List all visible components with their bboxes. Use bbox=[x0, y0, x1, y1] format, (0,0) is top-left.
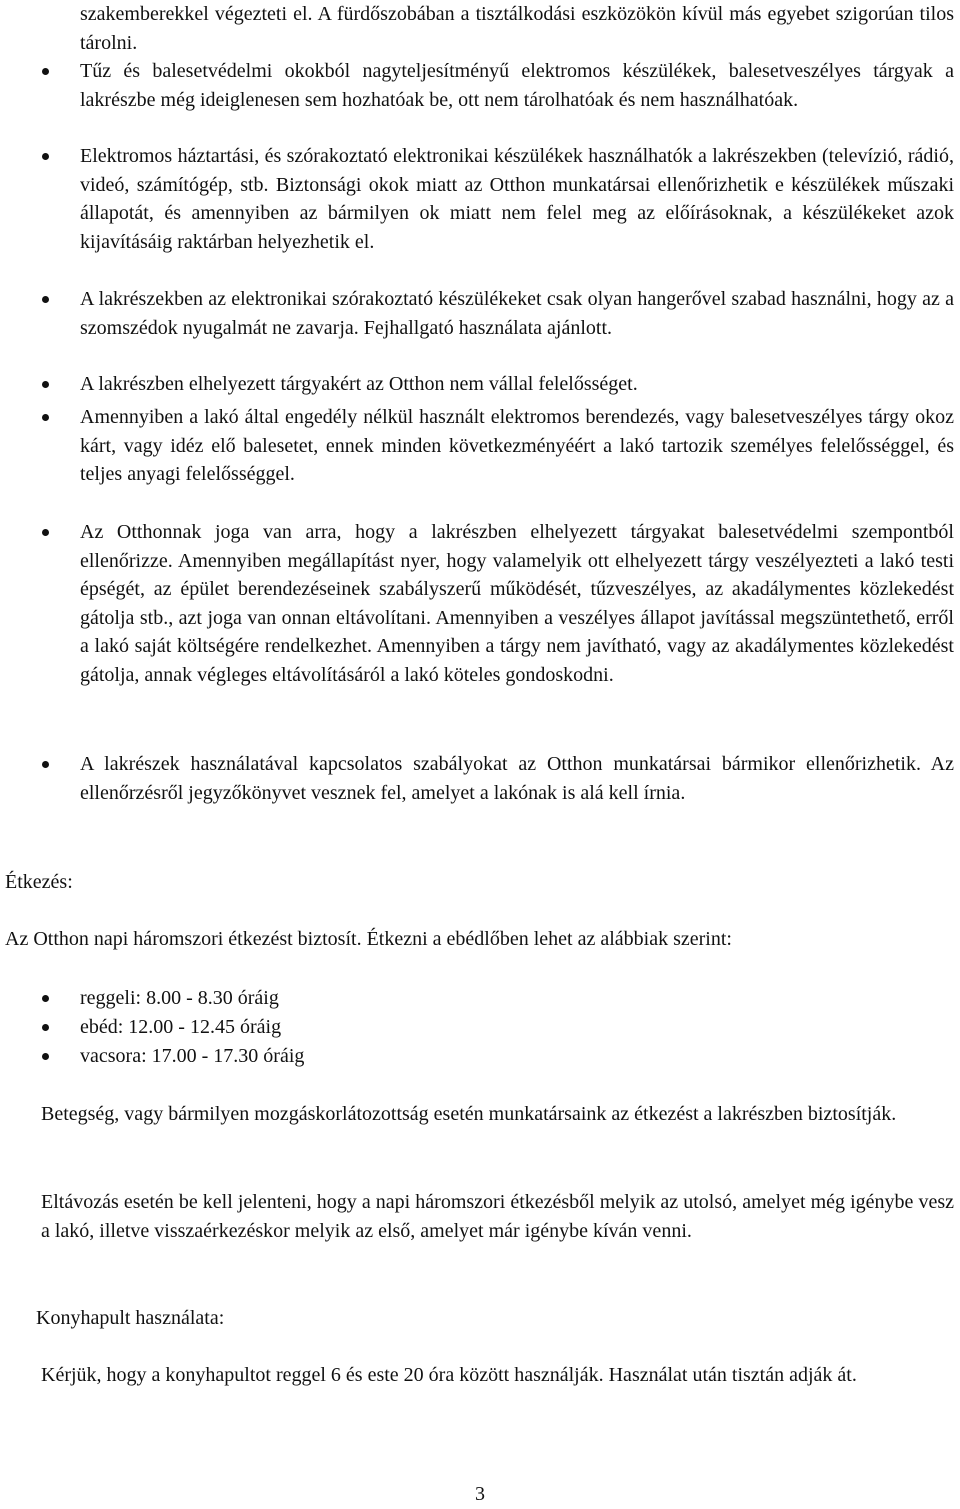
bullet-icon bbox=[42, 1053, 49, 1060]
meals-intro: Az Otthon napi háromszori étkezést biztosít. Étkezni a ebédlőben lehet az alábbiak szerint: bbox=[5, 928, 732, 950]
bullet-icon bbox=[42, 296, 49, 303]
rule-item-3 bbox=[80, 285, 954, 342]
absence-note: Eltávozás esetén be kell jelenteni, hogy a napi háromszori étkezésből melyik az utolsó, amelyet még igénybe vesz a lakó, illetve visszaérkezéskor melyik az első, amelyet már igénybe kíván venni. bbox=[41, 1191, 954, 1242]
bullet-icon bbox=[42, 414, 49, 421]
bullet-icon bbox=[42, 761, 49, 768]
meal-item-breakfast bbox=[80, 984, 954, 1013]
bullet-icon bbox=[42, 995, 49, 1002]
rule-text: Tűz és balesetvédelmi okokból nagyteljesítményű elektromos készülékek, balesetveszélyes tárgyak a lakrészbe még ideiglenesen sem hozhatóak be, ott nem tárolhatóak és nem használhatóak. bbox=[80, 60, 954, 111]
rule-item-2 bbox=[80, 142, 954, 256]
page-number: 3 bbox=[475, 1483, 485, 1505]
bullet-icon bbox=[42, 1024, 49, 1031]
illness-note: Betegség, vagy bármilyen mozgáskorlátozottság esetén munkatársaink az étkezést a lakrészben biztosítják. bbox=[41, 1103, 897, 1125]
rule-item-7 bbox=[80, 750, 954, 807]
rule-text: A lakrészek használatával kapcsolatos szabályokat az Otthon munkatársai bármikor ellenőrizhetik. Az ellenőrzésről jegyzőkönyvet vesznek fel, amelyet a lakónak is alá kell írnia. bbox=[80, 753, 954, 804]
bullet-icon bbox=[42, 381, 49, 388]
meal-time: ebéd: 12.00 - 12.45 óráig bbox=[80, 1016, 282, 1038]
bullet-icon bbox=[42, 529, 49, 536]
bullet-icon bbox=[42, 68, 49, 75]
rule-item-6 bbox=[80, 518, 954, 690]
rule-text: Az Otthonnak joga van arra, hogy a lakrészben elhelyezett tárgyakat balesetvédelmi szempontból ellenőrizze. Amennyiben megállapítást nyer, hogy valamelyik ott elhelyezett tárgy veszélyezteti a lakó testi épségét, az épület berendezéseinek szabályszerű működését, tűzveszélyes, az akadálymentes közlekedést gátolja stb., azt joga van onnan eltávolítani. Amennyiben a veszélyes állapot javítással megszüntethető, erről a lakó saját költségére rendelkezhet. Amennyiben a tárgy nem javítható, vagy az akadálymentes közlekedést gátolja, annak végleges eltávolításáról a lakó köteles gondoskodni. bbox=[80, 521, 954, 686]
meals-heading: Étkezés: bbox=[5, 871, 73, 893]
bullet-icon bbox=[42, 153, 49, 160]
rule-text: Elektromos háztartási, és szórakoztató elektronikai készülékek használhatók a lakrészekben (televízió, rádió, videó, számítógép, stb. Biztonsági okok miatt az Otthon munkatársai ellenőrizhetik e készülékek műszaki állapotát, és amennyiben az bármilyen ok miatt nem felel meg az előírásoknak, a készülékeket azok kijavításáig raktárban helyezhetik el. bbox=[80, 145, 954, 253]
rule-text: A lakrészben elhelyezett tárgyakért az Otthon nem vállal felelősséget. bbox=[80, 373, 638, 395]
continuation-paragraph: szakemberekkel végezteti el. A fürdőszobában a tisztálkodási eszközökön kívül más egyebet szigorúan tilos tárolni. bbox=[80, 3, 954, 54]
rule-text: A lakrészekben az elektronikai szórakoztató készülékeket csak olyan hangerővel szabad használni, hogy az a szomszédok nyugalmát ne zavarja. Fejhallgató használata ajánlott. bbox=[80, 288, 954, 339]
meal-time: reggeli: 8.00 - 8.30 óráig bbox=[80, 987, 279, 1009]
meal-item-lunch bbox=[80, 1013, 954, 1042]
meal-time: vacsora: 17.00 - 17.30 óráig bbox=[80, 1045, 305, 1067]
kitchen-heading: Konyhapult használata: bbox=[36, 1307, 225, 1329]
rule-text: Amennyiben a lakó által engedély nélkül használt elektromos berendezés, vagy balesetveszélyes tárgy okoz kárt, vagy idéz elő balesetet, ennek minden következményéért a lakó tartozik személyes felelősséggel, és teljes anyagi felelősséggel. bbox=[80, 406, 954, 486]
rule-item-4 bbox=[80, 370, 954, 399]
meal-item-dinner bbox=[80, 1042, 954, 1071]
rule-item-5 bbox=[80, 403, 954, 489]
kitchen-text: Kérjük, hogy a konyhapultot reggel 6 és este 20 óra között használják. Használat után tisztán adják át. bbox=[41, 1364, 857, 1386]
rule-item-1 bbox=[80, 57, 954, 114]
